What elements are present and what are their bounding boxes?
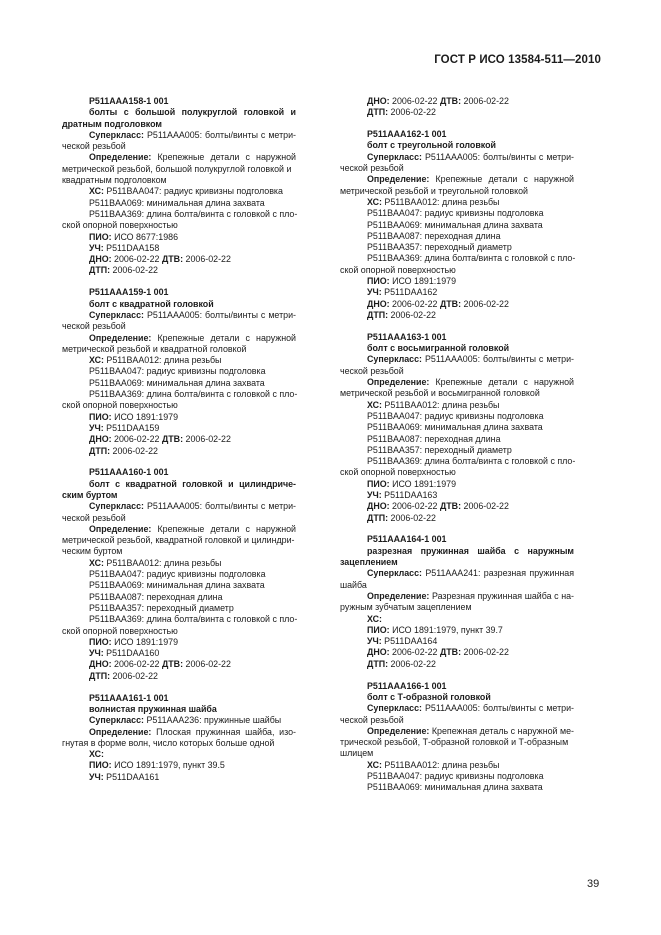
pio-line [62, 412, 296, 423]
dtv-value: 2006-02-22 [461, 647, 509, 658]
hs-value: ской опорной поверхностью [62, 625, 178, 636]
superclass-value: ческой резьбой [340, 163, 404, 174]
uch-value: P511DAA161 [103, 771, 160, 782]
definition-value: Крепежные детали с наружной [151, 523, 296, 534]
hs-value: P511BAA012: длина резьбы [381, 759, 500, 770]
superclass-value: ческой резьбой [62, 141, 126, 152]
dno-value: 2006-02-22 [111, 254, 162, 265]
dtp-value: 2006-02-22 [110, 445, 158, 456]
superclass-value: ческой резьбой [62, 321, 126, 332]
hs-value: ской опорной поверхностью [62, 220, 178, 231]
uch-label: УЧ: [89, 771, 104, 782]
dtv-value: 2006-02-22 [461, 501, 509, 512]
uch-label: УЧ: [89, 242, 104, 253]
definition-line [62, 333, 296, 344]
hs-label: ХС: [89, 749, 104, 760]
pio-label: ПИО: [367, 478, 390, 489]
dates-line [340, 501, 574, 512]
pio-label: ПИО: [367, 624, 390, 635]
hs-value: P511BAA047: радиус кривизны подголовка [367, 771, 544, 781]
dtv-value: 2006-02-22 [183, 659, 231, 670]
dates-line [62, 659, 296, 670]
hs-value: P511BAA012: длина резьбы [103, 355, 222, 366]
right-column [340, 96, 574, 804]
superclass-value: шайба [340, 579, 367, 590]
dno-value: 2006-02-22 [389, 501, 440, 512]
hs-value: P511BAA069: минимальная длина захвата [89, 580, 265, 591]
superclass-line [62, 130, 296, 141]
hs-label: ХС: [367, 759, 382, 770]
hs-value: P511BAA087: переходная длина [367, 230, 501, 241]
definition-value: метрической резьбой и восьмигранной головкой [340, 388, 540, 399]
entry-code: P511AAA158-1 001 [89, 96, 169, 106]
dtv-label: ДТВ: [439, 96, 462, 106]
dtp-label: ДТП: [89, 265, 111, 276]
entry-title: зацеплением [340, 557, 398, 568]
superclass-line [340, 354, 574, 365]
dtp-line [62, 446, 296, 457]
definition-value: Разрезная пружинная шайба с на- [429, 590, 574, 601]
hs-line [340, 760, 574, 771]
dates-line [62, 434, 296, 445]
entry-title: дратным подголовком [62, 118, 162, 129]
dtp-label: ДТП: [367, 107, 389, 118]
definition-value: квадратным подголовком [62, 175, 167, 186]
superclass-value: P511AAA005: болты/винты с метри- [144, 309, 296, 320]
entry-p511aaa163 [340, 332, 574, 524]
dtp-line [340, 107, 574, 118]
hs-value: P511BAA069: минимальная длина захвата [367, 782, 543, 793]
hs-value: P511BAA012: длина резьбы [381, 196, 500, 207]
dtp-value: 2006-02-22 [388, 658, 436, 669]
superclass-line [62, 310, 296, 321]
entry-title: болт с восьмигранной головкой [367, 343, 510, 354]
entry-code: P511AAA164-1 001 [367, 534, 447, 545]
dtv-value: 2006-02-22 [183, 434, 231, 445]
entry-p511aaa160 [62, 467, 296, 682]
dno-label: ДНО: [89, 434, 112, 445]
pio-value: ИСО 1891:1979 [389, 478, 457, 489]
superclass-label: Суперкласс: [89, 129, 145, 140]
dtv-value: 2006-02-22 [183, 254, 231, 265]
entry-code: P511AAA166-1 001 [367, 680, 447, 691]
definition-value: трической резьбой, Т-образной головкой и Т-образным [340, 737, 569, 748]
definition-line [62, 152, 296, 163]
uch-value: P511DAA162 [381, 287, 438, 298]
superclass-label: Суперкласс: [367, 354, 423, 365]
pio-value: ИСО 1891:1979 [111, 636, 179, 647]
pio-value: ИСО 1891:1979 [389, 276, 457, 287]
dno-value: 2006-02-22 [111, 659, 162, 670]
hs-label: ХС: [89, 186, 104, 197]
dtv-label: ДТВ: [439, 501, 462, 512]
entry-title: болт с квадратной головкой и цилиндриче- [89, 478, 296, 489]
pio-line [62, 232, 296, 243]
definition-value: метрической резьбой и треугольной головкой [340, 185, 528, 196]
dtp-label: ДТП: [89, 445, 111, 456]
hs-value: P511BAA069: минимальная длина захвата [367, 422, 543, 433]
dates-line [340, 647, 574, 658]
dtp-value: 2006-02-22 [388, 512, 436, 523]
superclass-line [340, 703, 574, 714]
hs-value: P511BAA047: радиус кривизны подголовка [89, 366, 266, 377]
definition-label: Определение: [367, 377, 430, 388]
definition-value: шлицем [340, 748, 374, 759]
definition-value: ружным зубчатым зацеплением [340, 602, 472, 613]
pio-line [340, 276, 574, 287]
superclass-label: Суперкласс: [89, 715, 145, 726]
definition-line [62, 524, 296, 535]
dtv-value: 2006-02-22 [461, 298, 509, 309]
pio-value: ИСО 1891:1979, пункт 39.7 [389, 624, 503, 635]
hs-value: P511BAA369: длина болта/винта с головкой с пло- [89, 389, 298, 400]
dno-value: 2006-02-22 [389, 96, 440, 106]
dtp-value: 2006-02-22 [388, 107, 436, 118]
definition-value: Крепежная деталь с наружной ме- [429, 725, 574, 736]
hs-line [340, 197, 574, 208]
superclass-label: Суперкласс: [367, 703, 423, 714]
uch-label: УЧ: [89, 422, 104, 433]
uch-value: P511DAA158 [103, 242, 160, 253]
uch-label: УЧ: [367, 287, 382, 298]
pio-line [340, 479, 574, 490]
dtp-value: 2006-02-22 [110, 265, 158, 276]
definition-value: метрической резьбой, большой полукруглой головкой и [62, 163, 292, 174]
dtp-line [340, 310, 574, 321]
entry-title: ским буртом [62, 489, 118, 500]
dtp-line [62, 265, 296, 276]
definition-value: метрической резьбой, квадратной головкой и цилиндри- [62, 535, 295, 546]
superclass-value: P511AAA005: болты/винты с метри- [422, 703, 574, 714]
pio-line [62, 760, 296, 771]
superclass-value: ческой резьбой [62, 512, 126, 523]
dno-value: 2006-02-22 [389, 298, 440, 309]
definition-line [340, 174, 574, 185]
entry-p511aaa164 [340, 534, 574, 670]
pio-label: ПИО: [89, 636, 112, 647]
dtp-line [340, 659, 574, 670]
pio-value: ИСО 8677:1986 [111, 231, 179, 242]
dtp-line [340, 513, 574, 524]
entry-code: P511AAA160-1 001 [89, 467, 169, 478]
definition-value: Крепежные детали с наружной [429, 377, 574, 388]
superclass-value: P511AAA005: болты/винты с метри- [144, 501, 296, 512]
uch-line [340, 490, 574, 501]
dtv-label: ДТВ: [439, 298, 462, 309]
definition-line [340, 377, 574, 388]
superclass-value: P511AAA005: болты/винты с метри- [422, 354, 574, 365]
uch-line [62, 423, 296, 434]
superclass-value: ческой резьбой [340, 714, 404, 725]
hs-label: ХС: [89, 355, 104, 366]
entry-code: P511AAA159-1 001 [89, 287, 169, 298]
entry-p511aaa158 [62, 96, 296, 277]
uch-value: P511DAA163 [381, 489, 438, 500]
hs-value: ской опорной поверхностью [62, 400, 178, 411]
dno-label: ДНО: [367, 501, 390, 512]
hs-label: ХС: [89, 557, 104, 568]
hs-line [62, 558, 296, 569]
dtp-label: ДТП: [367, 658, 389, 669]
dates-line [340, 96, 574, 107]
definition-line [340, 726, 574, 737]
dtv-value: 2006-02-22 [461, 96, 509, 106]
dtp-value: 2006-02-22 [110, 670, 158, 681]
dno-label: ДНО: [89, 254, 112, 265]
uch-line [340, 287, 574, 298]
uch-line [62, 772, 296, 783]
entry-title: болт с Т-образной головкой [367, 691, 491, 702]
uch-label: УЧ: [367, 636, 382, 647]
uch-value: P511DAA164 [381, 636, 438, 647]
definition-value: Крепежные детали с наружной [151, 152, 296, 163]
entry-title: волнистая пружинная шайба [89, 703, 217, 714]
definition-value: Крепежные детали с наружной [151, 332, 296, 343]
pio-label: ПИО: [367, 276, 390, 287]
superclass-line [62, 715, 296, 726]
entry-p511aaa161 [62, 693, 296, 783]
superclass-value: P511AAA005: болты/винты с метри- [422, 151, 574, 162]
entry-title: болт с квадратной головкой [89, 298, 214, 309]
definition-value: гнутая в форме волн, число которых больше одной [62, 737, 275, 748]
dates-line [62, 254, 296, 265]
definition-label: Определение: [89, 332, 152, 343]
dno-label: ДНО: [367, 96, 390, 106]
hs-value: P511BAA087: переходная длина [367, 433, 501, 444]
definition-value: Плоская пружинная шайба, изо- [151, 726, 296, 737]
superclass-label: Суперкласс: [367, 568, 423, 579]
hs-value: P511BAA357: переходный диаметр [367, 444, 512, 455]
left-column [62, 96, 296, 794]
hs-value: P511BAA369: длина болта/винта с головкой с пло- [89, 208, 298, 219]
superclass-value: P511AAA005: болты/винты с метри- [144, 129, 296, 140]
hs-value: P511BAA012: длина резьбы [381, 399, 500, 410]
dtv-label: ДТВ: [439, 647, 462, 658]
superclass-line [62, 501, 296, 512]
entry-p511aaa159 [62, 287, 296, 456]
hs-value: P511BAA047: радиус кривизны подголовка [89, 569, 266, 580]
hs-line [340, 400, 574, 411]
superclass-line [340, 152, 574, 163]
dtp-label: ДТП: [367, 309, 389, 320]
uch-label: УЧ: [89, 648, 104, 659]
superclass-value: P511AAA236: пружинные шайбы [144, 715, 282, 726]
hs-value: P511BAA047: радиус кривизны подголовка [367, 208, 544, 219]
entry-code: P511AAA162-1 001 [367, 129, 447, 140]
entry-title: болт с треугольной головкой [367, 140, 497, 151]
dates-line [340, 299, 574, 310]
definition-value: ческим буртом [62, 546, 123, 557]
pio-label: ПИО: [89, 231, 112, 242]
definition-label: Определение: [367, 174, 430, 185]
entry-title: болты с большой полукруглой головкой и [89, 107, 296, 118]
superclass-value: P511AAA241: разрезная пружинная [422, 568, 574, 579]
page-number: 39 [587, 878, 600, 890]
hs-value: P511BAA369: длина болта/винта с головкой с пло- [367, 253, 576, 264]
pio-label: ПИО: [89, 411, 112, 422]
entry-continuation [340, 96, 574, 119]
hs-label: ХС: [367, 399, 382, 410]
definition-value: метрической резьбой и квадратной головкой [62, 343, 247, 354]
dtv-label: ДТВ: [161, 659, 184, 670]
hs-value: ской опорной поверхностью [340, 264, 456, 275]
definition-line [62, 727, 296, 738]
dtp-label: ДТП: [367, 512, 389, 523]
definition-value: Крепежные детали с наружной [429, 174, 574, 185]
hs-value: P511BAA069: минимальная длина захвата [367, 219, 543, 230]
uch-line [340, 636, 574, 647]
hs-label: ХС: [367, 196, 382, 207]
uch-line [62, 243, 296, 254]
uch-value: P511DAA160 [103, 648, 160, 659]
hs-line [62, 186, 296, 197]
superclass-value: ческой резьбой [340, 365, 404, 376]
dtp-line [62, 671, 296, 682]
uch-label: УЧ: [367, 489, 382, 500]
hs-value: P511BAA357: переходный диаметр [89, 602, 234, 613]
dtp-label: ДТП: [89, 670, 111, 681]
dno-label: ДНО: [367, 298, 390, 309]
dno-label: ДНО: [89, 659, 112, 670]
uch-value: P511DAA159 [103, 422, 160, 433]
definition-label: Определение: [89, 152, 152, 163]
entry-code: P511AAA163-1 001 [367, 331, 447, 342]
definition-label: Определение: [367, 590, 430, 601]
pio-line [62, 637, 296, 648]
dtv-label: ДТВ: [161, 434, 184, 445]
hs-value: P511BAA369: длина болта/винта с головкой с пло- [89, 614, 298, 625]
hs-value: P511BAA012: длина резьбы [103, 557, 222, 568]
document-header: ГОСТ Р ИСО 13584-511—2010 [434, 54, 601, 66]
definition-label: Определение: [89, 726, 152, 737]
hs-value: P511BAA069: минимальная длина захвата [89, 377, 265, 388]
hs-value: ской опорной поверхностью [340, 467, 456, 478]
superclass-label: Суперкласс: [89, 309, 145, 320]
pio-line [340, 625, 574, 636]
definition-label: Определение: [89, 523, 152, 534]
hs-value: P511BAA357: переходный диаметр [367, 242, 512, 253]
pio-value: ИСО 1891:1979, пункт 39.5 [111, 760, 225, 771]
superclass-label: Суперкласс: [89, 501, 145, 512]
dno-value: 2006-02-22 [389, 647, 440, 658]
dtp-value: 2006-02-22 [388, 309, 436, 320]
hs-value: P511BAA087: переходная длина [89, 591, 223, 602]
superclass-line [340, 568, 574, 579]
definition-line [340, 591, 574, 602]
pio-value: ИСО 1891:1979 [111, 411, 179, 422]
hs-value: P511BAA047: радиус кривизны подголовка [367, 410, 544, 421]
dtv-label: ДТВ: [161, 254, 184, 265]
entry-code: P511AAA161-1 001 [89, 692, 169, 703]
pio-label: ПИО: [89, 760, 112, 771]
hs-value: P511BAA369: длина болта/винта с головкой с пло- [367, 456, 576, 467]
entry-title: разрезная пружинная шайба с наружным [367, 545, 574, 556]
dno-value: 2006-02-22 [111, 434, 162, 445]
entry-p511aaa166 [340, 681, 574, 794]
uch-line [62, 648, 296, 659]
hs-value: P511BAA047: радиус кривизны подголовка [103, 186, 283, 197]
superclass-label: Суперкласс: [367, 151, 423, 162]
entry-p511aaa162 [340, 129, 574, 321]
dno-label: ДНО: [367, 647, 390, 658]
hs-value: P511BAA069: минимальная длина захвата [89, 197, 265, 208]
definition-label: Определение: [367, 725, 430, 736]
hs-line [62, 355, 296, 366]
hs-label: ХС: [367, 613, 382, 624]
